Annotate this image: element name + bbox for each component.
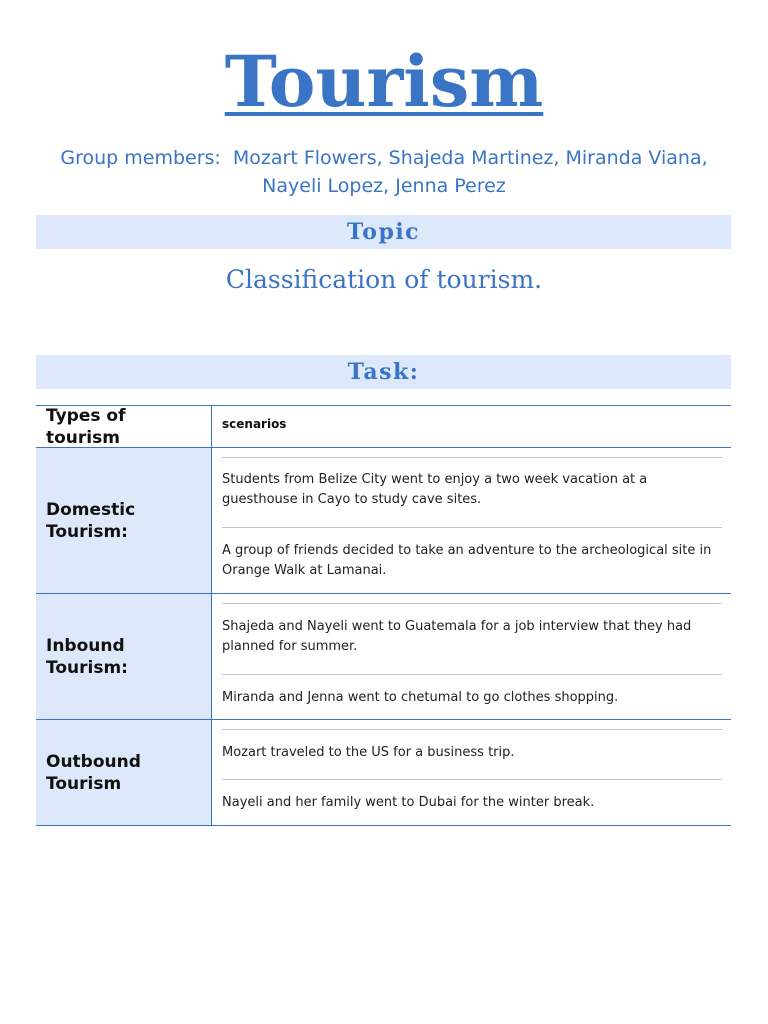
scenario-item: Shajeda and Nayeli went to Guatemala for a job interview that they had planned for summer.: [222, 619, 692, 654]
title-text: Tourism: [224, 40, 544, 123]
scenario-item: Miranda and Jenna went to chetumal to go clothes shopping.: [222, 690, 619, 705]
group-members: Group members: Mozart Flowers, Shajeda Martinez, Miranda Viana, Nayeli Lopez, Jenna Perez: [60, 147, 708, 197]
scenarios-outbound: [212, 720, 731, 825]
type-domestic: Domestic Tourism:: [36, 448, 212, 593]
table-header-row: [36, 406, 731, 448]
divider: [222, 674, 722, 675]
divider: [222, 779, 722, 780]
scenario-item: Nayeli and her family went to Dubai for the winter break.: [222, 795, 595, 810]
table-row-inbound: [36, 594, 731, 720]
tourism-table: [36, 405, 731, 826]
header-scenarios: scenarios: [222, 417, 287, 431]
scenarios-domestic: [212, 448, 731, 593]
table-row-outbound: [36, 720, 731, 826]
divider: [222, 457, 722, 458]
scenario-item: Students from Belize City went to enjoy a two week vacation at a guesthouse in Cayo to study cave sites.: [222, 472, 648, 507]
table-row-domestic: [36, 448, 731, 594]
topic-heading: Topic: [36, 215, 731, 249]
scenarios-inbound: [212, 594, 731, 719]
header-types: Types of tourism: [36, 406, 212, 447]
type-inbound: Inbound Tourism:: [36, 594, 212, 719]
task-heading: Task:: [36, 355, 731, 389]
type-outbound: Outbound Tourism: [36, 720, 212, 825]
divider: [222, 603, 722, 604]
divider: [222, 527, 722, 528]
page-title: [0, 40, 768, 124]
scenario-item: A group of friends decided to take an adventure to the archeological site in Orange Walk at Lamanai.: [222, 543, 712, 578]
scenario-item: Mozart traveled to the US for a business trip.: [222, 745, 515, 760]
divider: [222, 729, 722, 730]
topic-text: Classification of tourism.: [225, 265, 543, 294]
